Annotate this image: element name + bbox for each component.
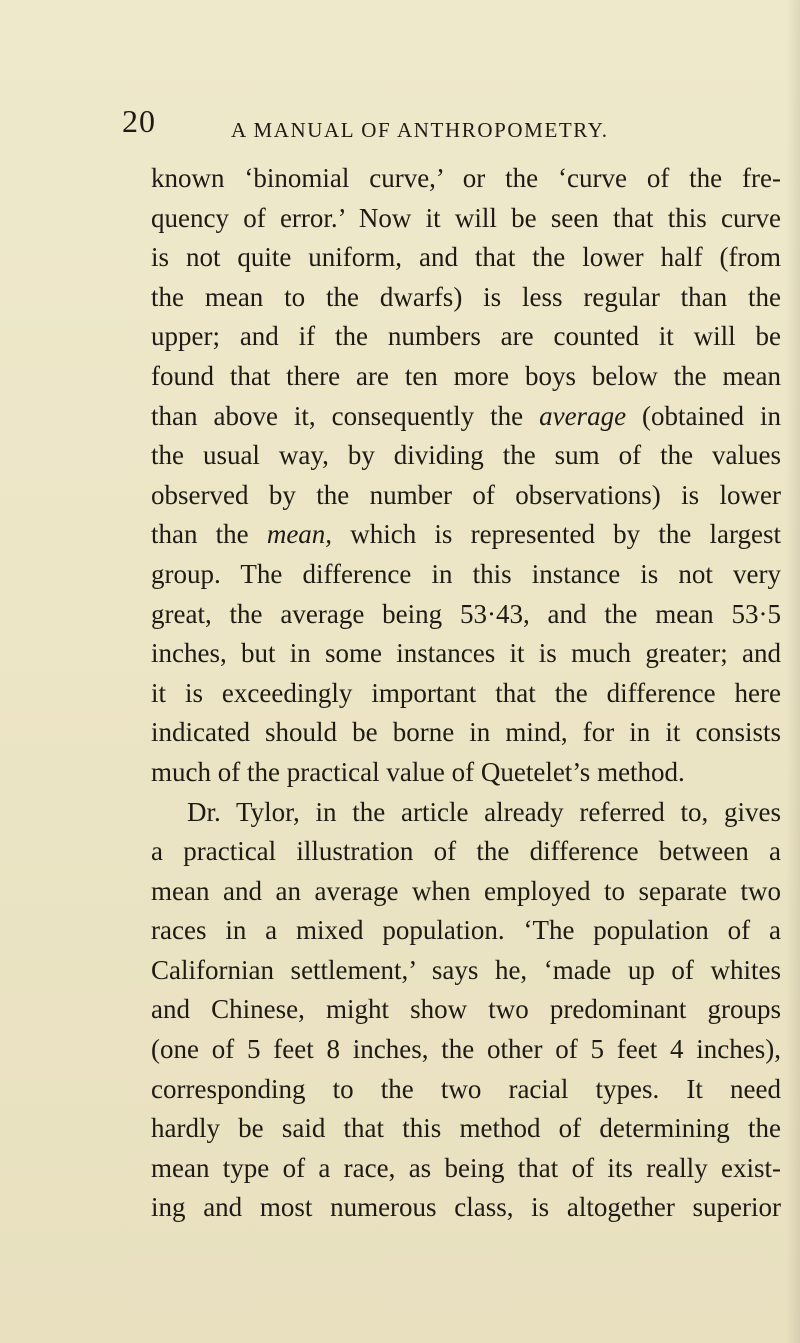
paragraph-start-line: Dr. Tylor, in the article already referred to, gives xyxy=(187,796,781,827)
text-line: group. The difference in this instance is not very xyxy=(151,558,781,589)
text-line: mean type of a race, as being that of its really exist- xyxy=(151,1152,781,1183)
text-line: indicated should be borne in mind, for in it consists xyxy=(151,717,781,748)
text-line: Californian settlement,’ says he, ‘made up of whites xyxy=(151,954,781,985)
italic-term-average: average xyxy=(539,400,627,431)
text-line: is not quite uniform, and that the lower half (from xyxy=(151,242,781,273)
text-line: than the mean, which is represented by the largest xyxy=(151,519,781,550)
text-line: mean and an average when employed to separate two xyxy=(151,875,781,906)
text-line: inches, but in some instances it is much greater; and xyxy=(151,638,781,669)
italic-term-mean: mean, xyxy=(266,519,333,550)
text-line: great, the average being 53·43, and the mean 53·5 xyxy=(151,598,781,629)
text-line: known ‘binomial curve,’ or the ‘curve of the fre- xyxy=(151,163,781,193)
text-line: than above it, consequently the average (obtained in xyxy=(151,400,781,431)
page-number: 20 xyxy=(122,103,156,139)
body-text xyxy=(151,159,781,1228)
text-line: (one of 5 feet 8 inches, the other of 5 feet 4 inches), xyxy=(151,1034,781,1065)
paragraph-end-line: much of the practical value of Quetelet’s method. xyxy=(151,756,685,787)
text-line: quency of error.’ Now it will be seen that this curve xyxy=(151,202,781,233)
text-line: the usual way, by dividing the sum of the values xyxy=(151,440,781,471)
running-title: A MANUAL OF ANTHROPOMETRY. xyxy=(231,118,609,142)
text-line: hardly be said that this method of determining the xyxy=(151,1113,781,1144)
text-line: and Chinese, might show two predominant groups xyxy=(151,994,781,1025)
text-line: the mean to the dwarfs) is less regular than the xyxy=(151,281,781,312)
text-line: races in a mixed population. ‘The population of a xyxy=(151,915,781,946)
text-line: a practical illustration of the difference between a xyxy=(151,836,781,867)
page-edge-shadow xyxy=(786,0,800,1343)
text-line: ing and most numerous class, is altogether superior xyxy=(151,1192,781,1223)
text-line: corresponding to the two racial types. It need xyxy=(151,1073,781,1104)
text-line: it is exceedingly important that the difference here xyxy=(151,677,781,708)
text-line: upper; and if the numbers are counted it will be xyxy=(151,321,781,352)
text-line: found that there are ten more boys below the mean xyxy=(151,360,781,391)
text-line: observed by the number of observations) is lower xyxy=(151,479,781,510)
